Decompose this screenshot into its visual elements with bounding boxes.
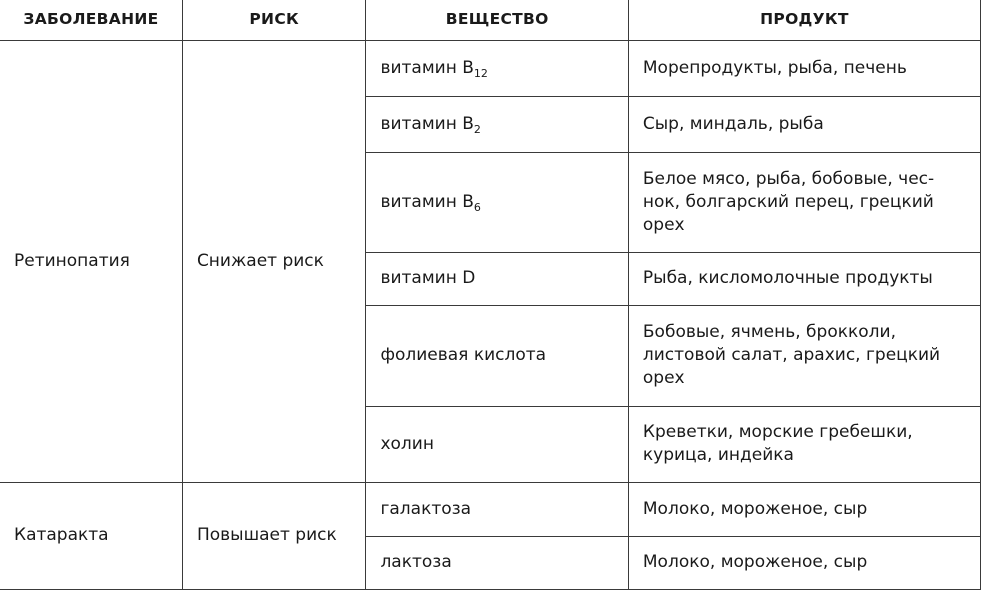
substance-name: галактоза <box>380 498 472 519</box>
header-disease: ЗАБОЛЕВАНИЕ <box>0 0 182 40</box>
disease-cell: Ретинопатия <box>0 40 182 482</box>
substance-subscript: 6 <box>473 200 481 214</box>
substance-name: витамин D <box>380 268 476 288</box>
header-risk: РИСК <box>182 0 366 40</box>
substance-name: витамин B <box>380 57 474 78</box>
substance-name: лактоза <box>380 552 452 572</box>
substance-cell <box>366 152 628 252</box>
product-cell: Бобовые, ячмень, брокколи, листовой салат, арахис, грецкий орех <box>628 305 980 406</box>
product-cell: Креветки, морские гребешки, курица, индейка <box>628 406 980 482</box>
substance-cell <box>366 252 628 305</box>
substance-cell <box>366 406 628 482</box>
substance-cell <box>366 305 628 406</box>
risk-cell: Снижает риск <box>182 40 366 482</box>
table-row <box>0 482 981 536</box>
substance-name: витамин B <box>380 113 474 134</box>
disease-cell: Катаракта <box>0 482 182 589</box>
product-cell: Белое мясо, рыба, бобовые, чес-нок, болгарский перец, грецкий орех <box>628 152 980 252</box>
header-substance: ВЕЩЕСТВО <box>366 0 628 40</box>
substance-cell <box>366 536 628 589</box>
product-cell: Молоко, мороженое, сыр <box>628 482 980 536</box>
substance-cell <box>366 482 628 536</box>
product-cell: Сыр, миндаль, рыба <box>628 96 980 152</box>
product-cell: Молоко, мороженое, сыр <box>628 536 980 589</box>
header-row <box>0 0 981 40</box>
product-cell: Рыба, кисломолочные продукты <box>628 252 980 305</box>
substance-name: витамин B <box>380 191 474 212</box>
header-product: ПРОДУКТ <box>628 0 980 40</box>
risk-cell: Повышает риск <box>182 482 366 589</box>
table-row <box>0 40 981 96</box>
substance-cell <box>366 40 628 96</box>
substance-name: фолиевая кислота <box>380 345 547 365</box>
substance-subscript: 2 <box>473 122 481 136</box>
product-cell: Морепродукты, рыба, печень <box>628 40 980 96</box>
substance-subscript: 12 <box>473 66 488 80</box>
substance-cell <box>366 96 628 152</box>
substance-name: холин <box>380 433 434 454</box>
